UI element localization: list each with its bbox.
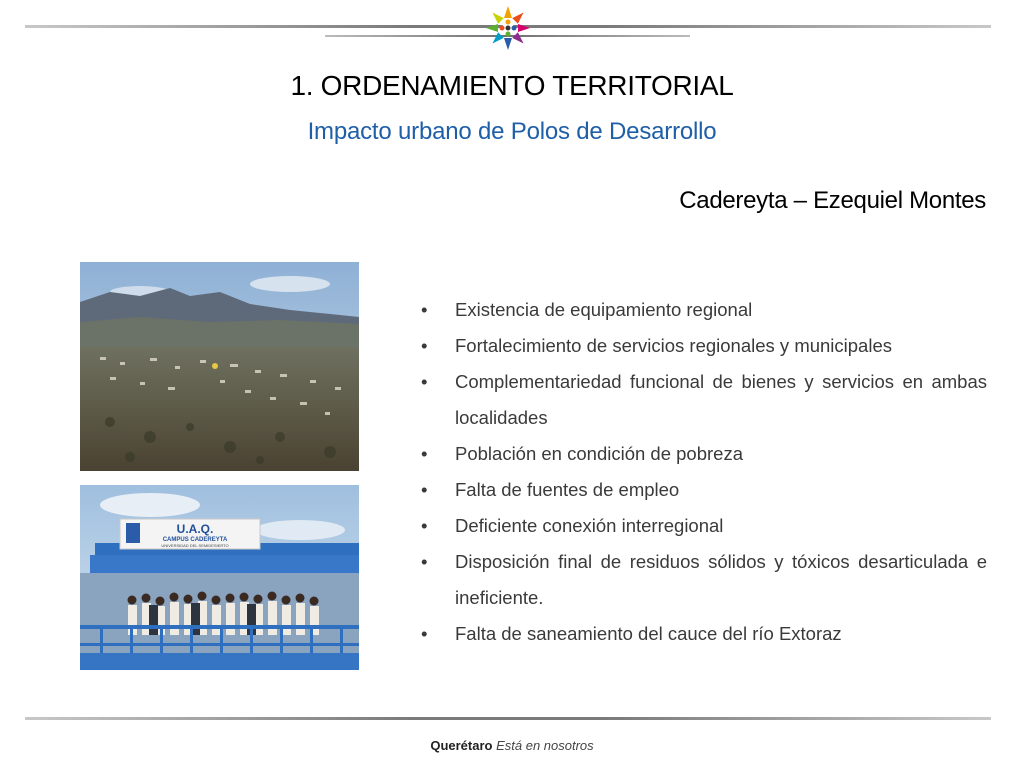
queretaro-star-logo-icon xyxy=(484,4,532,52)
bullet-icon: • xyxy=(421,335,428,356)
bullet-icon: • xyxy=(421,623,428,644)
uaq-campus-photo xyxy=(80,485,359,670)
page-subtitle: Impacto urbano de Polos de Desarrollo xyxy=(307,118,717,145)
town-landscape-photo xyxy=(80,262,359,471)
list-item: • Disposición final de residuos sólidos y tóxicos desarticulada e ineficiente. xyxy=(421,544,987,616)
bullet-list xyxy=(421,292,987,652)
footer-brand xyxy=(0,738,1024,753)
page-title: 1. ORDENAMIENTO TERRITORIAL xyxy=(290,70,734,101)
place-heading: Cadereyta – Ezequiel Montes xyxy=(679,187,986,214)
list-item: • Complementariedad funcional de bienes y servicios en ambas localidades xyxy=(421,364,987,436)
bullet-icon: • xyxy=(421,515,428,536)
footer-tagline: Está en nosotros xyxy=(496,738,594,753)
bullet-icon: • xyxy=(421,299,428,320)
bottom-divider xyxy=(25,717,991,720)
list-item: • Falta de saneamiento del cauce del río Extoraz xyxy=(421,616,987,652)
bullet-icon: • xyxy=(421,479,428,500)
bullet-icon: • xyxy=(421,443,428,464)
footer-brand-name: Querétaro xyxy=(430,738,493,753)
list-item: • Deficiente conexión interregional xyxy=(421,508,987,544)
list-item: • Falta de fuentes de empleo xyxy=(421,472,987,508)
sign-university-text: UNIVERSIDAD DEL SEMIDESIERTO xyxy=(161,543,229,548)
bullet-icon: • xyxy=(421,371,428,392)
bullet-icon: • xyxy=(421,551,428,572)
list-item: • Población en condición de pobreza xyxy=(421,436,987,472)
list-item: • Fortalecimiento de servicios regionales y municipales xyxy=(421,328,987,364)
list-item: • Existencia de equipamiento regional xyxy=(421,292,987,328)
sign-uaq-text: U.A.Q. xyxy=(176,522,214,536)
sign-campus-text: CAMPUS CADEREYTA xyxy=(162,537,228,543)
